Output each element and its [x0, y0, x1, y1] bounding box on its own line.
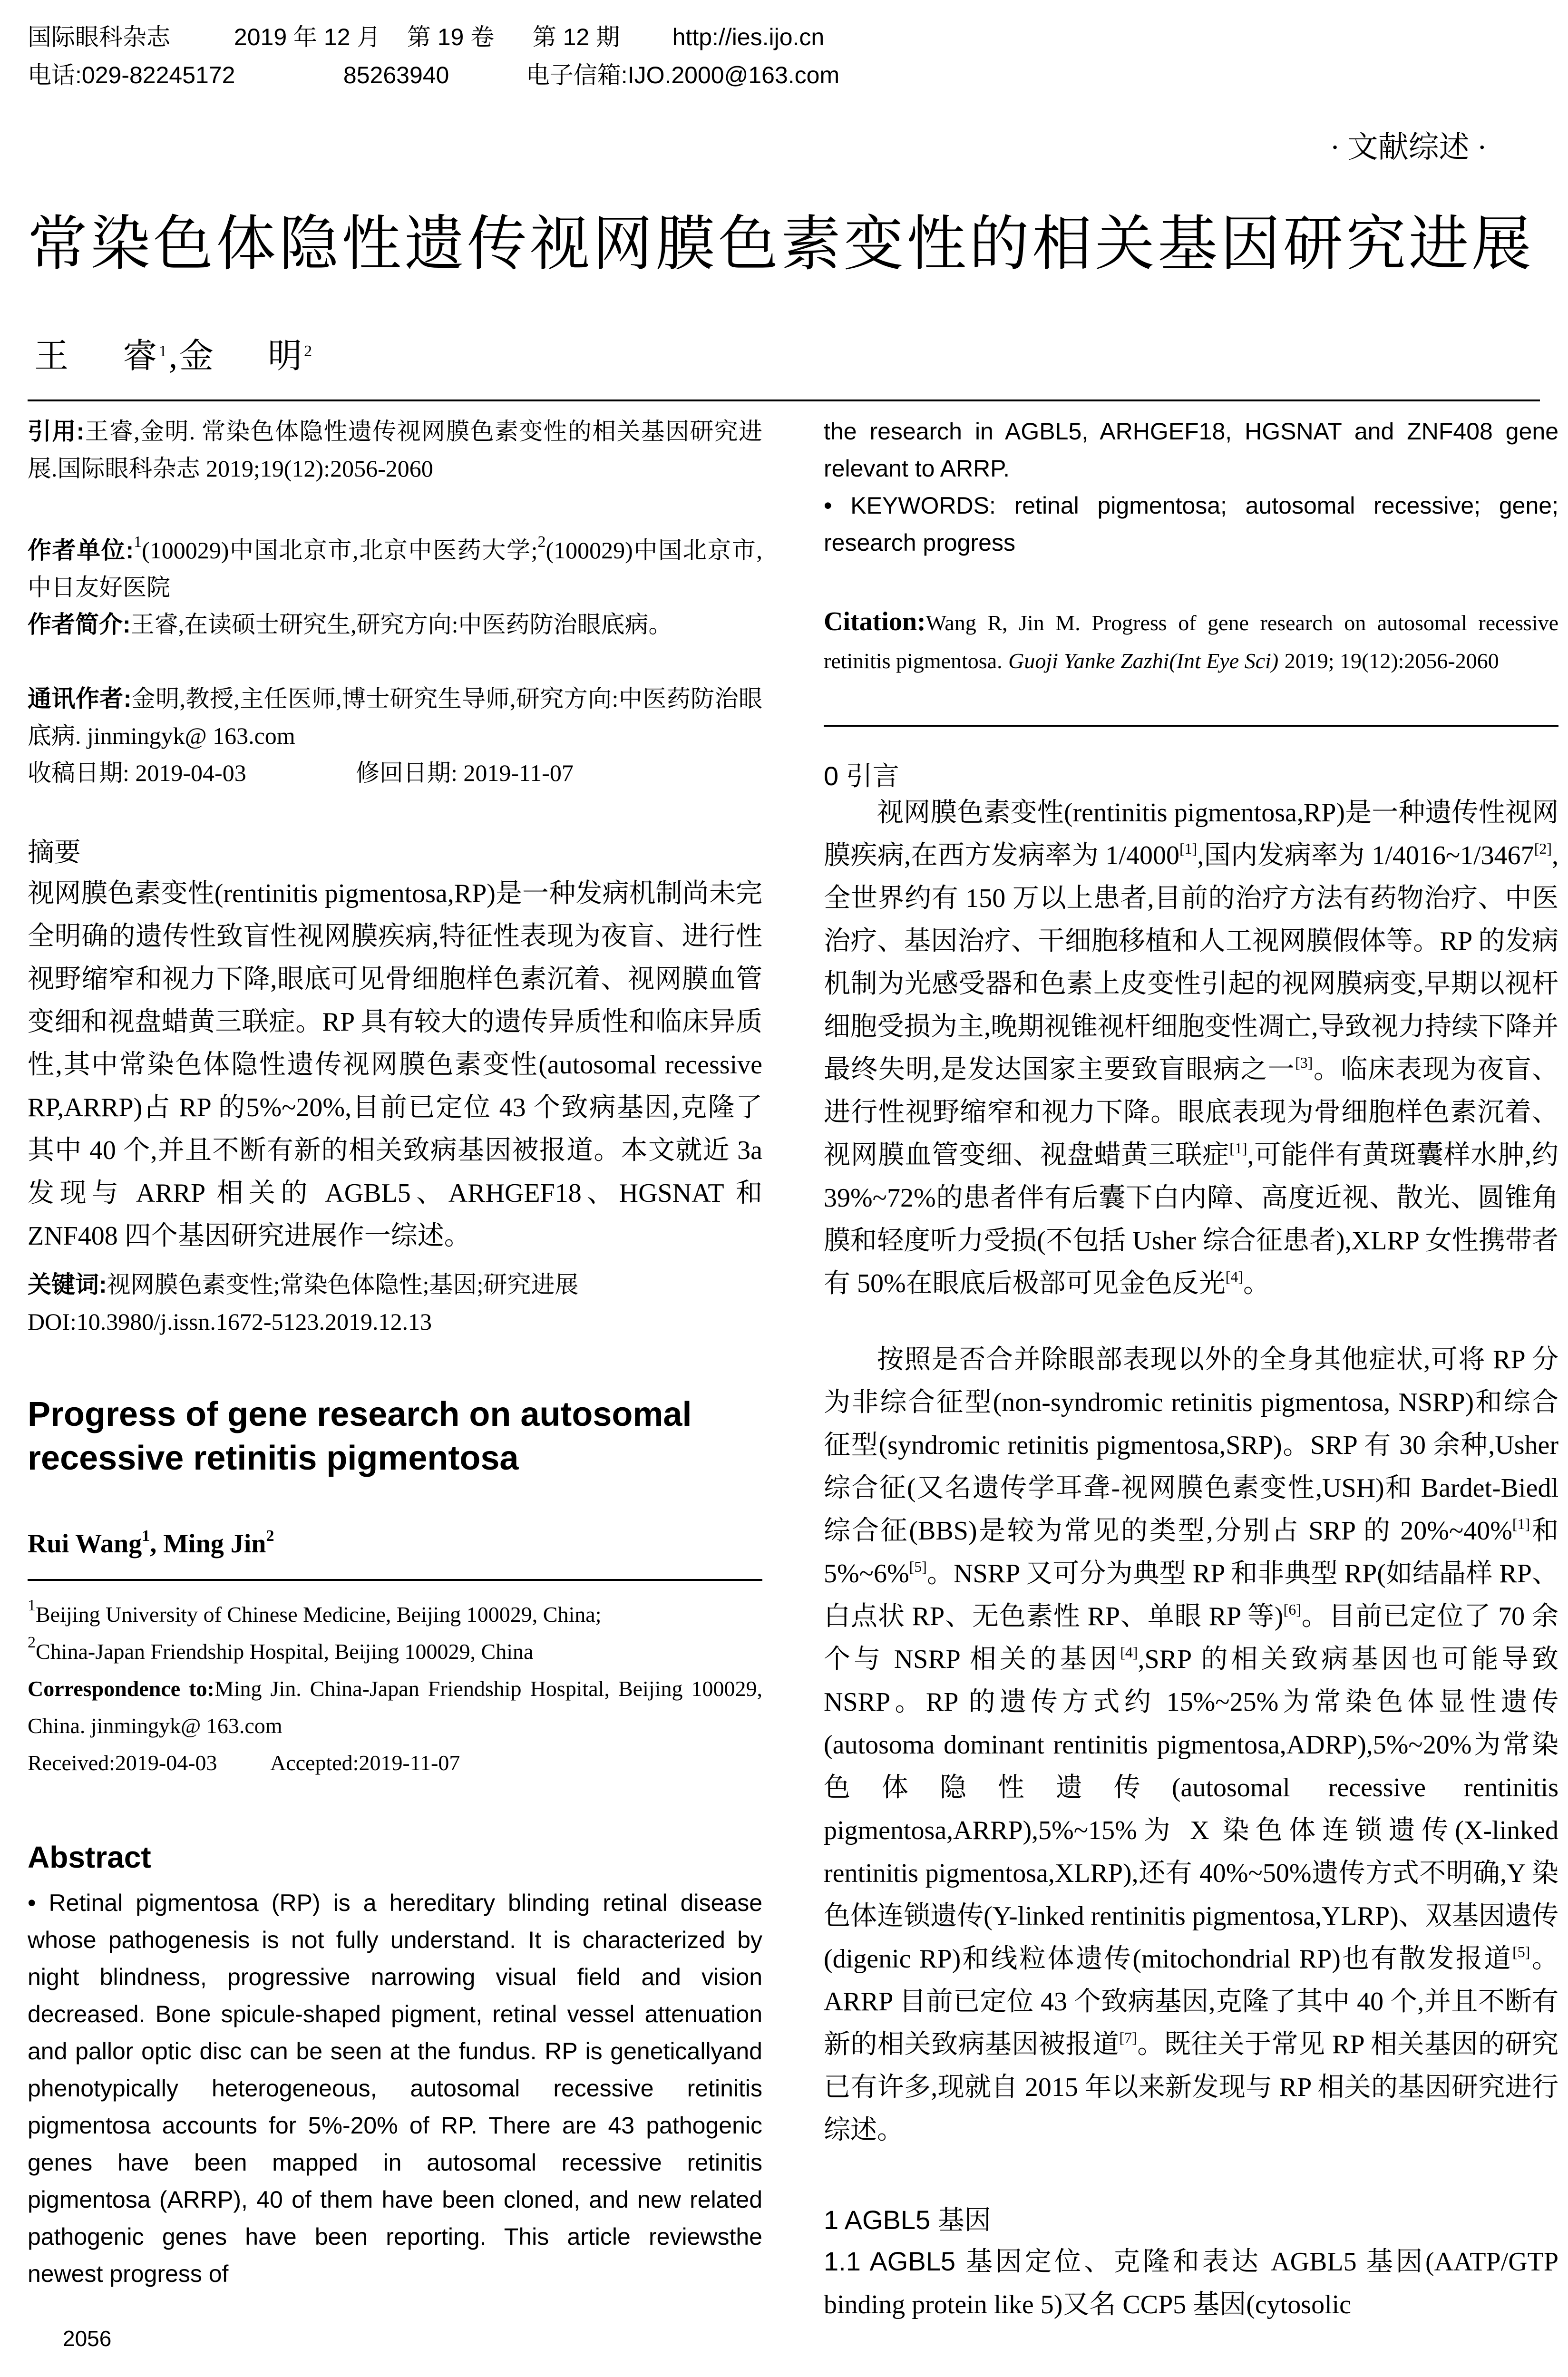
paragraph-1-text-c: ,全世界约有 150 万以上患者,目前的治疗方法有药物治疗、中医治疗、基因治疗、干细胞移植和人工视网膜假体等。RP 的发病机制为光感受器和色素上皮变性引起的视网膜病变,早期以视杆细胞受损为主,晚期视锥视杆细胞变性凋亡,导致视力持续下降并最终失明,是发达国家主要致盲眼病之一 [824, 841, 1558, 1084]
keywords-cn-text: 视网膜色素变性;常染色体隐性;基因;研究进展 [107, 1271, 579, 1298]
english-affiliation-2 [28, 1633, 762, 1670]
english-author-separator: , [150, 1529, 164, 1559]
english-citation-text-1: Wang R, Jin M. Progress of gene research on autosomal recessive retinitis pigmentosa. [824, 611, 1558, 673]
citation-ref: [3] [1295, 1054, 1313, 1071]
authors-cn [34, 328, 314, 378]
citation-ref: [6] [1283, 1601, 1301, 1618]
citation-cn [28, 413, 762, 487]
affiliation-mark-2: 2 [537, 533, 546, 551]
english-citation-label: Citation: [824, 607, 926, 636]
affiliation-cn-label: 作者单位: [28, 537, 134, 564]
affiliation-cn [28, 532, 762, 606]
corr-cn-label: 通讯作者: [28, 685, 132, 712]
english-title: Progress of gene research on autosomal recessive retinitis pigmentosa [28, 1395, 692, 1477]
english-affiliations [28, 1596, 762, 1782]
english-author-2: Ming Jin [163, 1529, 266, 1559]
received-date-cn: 收稿日期: 2019-04-03 [28, 760, 246, 786]
journal-name: 国际眼科杂志 [28, 24, 170, 50]
citation-ref: [1] [1229, 1140, 1247, 1157]
citation-ref: [5] [1512, 1943, 1530, 1960]
english-dates [28, 1744, 762, 1782]
english-accepted-date: Accepted:2019-11-07 [270, 1751, 460, 1775]
journal-url: http://ies.ijo.cn [672, 24, 825, 50]
paragraph-1-text-e: ,可能伴有黄斑囊样水肿,约 39%~72%的患者伴有后囊下白内障、高度近视、散光、圆锥角膜和轻度听力受损(不包括 Usher 综合征患者),XLRP 女性携带者有 50%在眼底后极部可见金色反光 [824, 1140, 1559, 1298]
bio-cn [28, 606, 762, 643]
english-citation [824, 603, 1558, 680]
english-author-divider [28, 1579, 762, 1581]
section-1-1-heading: 1.1 AGBL5 基因定位、克隆和表达 [824, 2246, 1261, 2276]
keywords-cn [28, 1266, 762, 1303]
abstract-cn-heading: 摘要 [28, 837, 81, 867]
english-abstract-heading: Abstract [28, 1840, 151, 1874]
paragraph-1-text-a: 视网膜色素变性(rentinitis pigmentosa,RP)是一种遗传性视网膜疾病,在西方发病率为 1/4000 [824, 798, 1558, 870]
paragraph-2-text-b: 和 5%~6% [824, 1516, 1558, 1588]
english-correspondence-text: Ming Jin. China-Japan Friendship Hospital, Beijing 100029, China. jinmingyk@ 163.com [28, 1676, 762, 1738]
bio-cn-label: 作者简介: [28, 611, 131, 638]
journal-header [28, 18, 1217, 94]
english-correspondence [28, 1670, 762, 1744]
english-author-2-mark: 2 [266, 1527, 274, 1545]
citation-ref: [5] [909, 1558, 927, 1575]
journal-phone-2: 85263940 [343, 62, 449, 88]
citation-ref: [4] [1225, 1268, 1243, 1285]
citation-divider [824, 725, 1558, 727]
issue: 第 12 期 [532, 24, 620, 50]
doi: DOI:10.3980/j.issn.1672-5123.2019.12.13 [28, 1308, 432, 1335]
author-1-given: 睿 [123, 337, 159, 375]
english-citation-text-2: 2019; 19(12):2056-2060 [1284, 649, 1499, 673]
english-affiliation-2-text: China-Japan Friendship Hospital, Beijing 100029, China [36, 1639, 534, 1664]
abstract-cn-text: 视网膜色素变性(rentinitis pigmentosa,RP)是一种发病机制尚未完全明确的遗传性致盲性视网膜疾病,特征性表现为夜盲、进行性视野缩窄和视力下降,眼底可见骨细胞样色素沉着、视网膜血管变细和视盘蜡黄三联症。RP 具有较大的遗传异质性和临床异质性,其中常染色体隐性遗传视网膜色素变性(autosomal recessive RP,ARRP)占 RP 的5%~20%,目前已定位 43 个致病基因,克隆了其中 40 个,并且不断有新的相关致病基因被报道。本文就近 3a 发现与 ARRP 相关的 AGBL5、ARHGEF18、HGSNAT 和 ZNF408 四个基因研究进展作一综述。 [28, 879, 762, 1251]
author-2-affiliation-mark: 2 [304, 342, 314, 360]
paragraph-2-text-e: ,SRP 的相关致病基因也可能导致 NSRP。RP 的遗传方式约 15%~25%为常染色体显性遗传(autosoma dominant rentinitis pigmentosa,ADRP),5%~20%为常染色体隐性遗传(autosomal recessive rentinitis pigmentosa,ARRP),5%~15%为 X 染色体连锁遗传(X-linked rentinitis pigmentosa,XLRP),还有 40%~50%遗传方式不明确,Y 染色体连锁遗传(Y-linked rentinitis pigmentosa,YLRP)、双基因遗传(digenic RP)和线粒体遗传(mitochondrial RP)也有散发报道 [824, 1645, 1558, 1974]
author-2-given: 明 [268, 337, 304, 375]
paragraph-2-text-g: 。既往关于常见 RP 相关基因的研究已有许多,现就自 2015 年以来新发现与 RP 相关的基因研究进行综述。 [824, 2030, 1558, 2145]
journal-email: 电子信箱:IJO.2000@163.com [526, 62, 840, 88]
paragraph-2-text-c: 。NSRP 又可分为典型 RP 和非典型 RP(如结晶样 RP、白点状 RP、无色素性 RP、单眼 RP 等) [824, 1559, 1558, 1631]
paragraph-2-text-f: 。ARRP 目前已定位 43 个致病基因,克隆了其中 40 个,并且不断有新的相关致病基因被报道 [824, 1944, 1559, 2059]
author-2-surname: 金 [179, 337, 216, 375]
corresponding-author-cn [28, 680, 762, 754]
paragraph-1-text-f: 。 [1243, 1269, 1270, 1298]
citation-cn-label: 引用: [28, 418, 85, 445]
english-authors [28, 1529, 762, 1559]
english-abstract-text: • Retinal pigmentosa (RP) is a hereditary blinding retinal disease whose pathogenesis is not fully understand. It is characterized by night blindness, progressive narrowing visual field and vision decreased. Bone spicule-shaped pigment, retinal vessel attenuation and pallor optic disc can be seen at the fundus. RP is geneticallyand phenotypically heterogeneous, autosomal recessive retinitis pigmentosa accounts for 5%-20% of RP. There are 43 pathogenic genes have been mapped in autosomal recessive retinitis pigmentosa (ARRP), 40 of them have been cloned, and new related pathogenic genes have been reporting. This article reviewsthe newest progress of [28, 1890, 762, 2287]
paragraph-1-text-b: ,国内发病率为 1/4016~1/3467 [1197, 841, 1534, 870]
english-abstract-continued: the research in AGBL5, ARHGEF18, HGSNAT and ZNF408 gene relevant to ARRP. [824, 418, 1558, 482]
journal-phone: 电话:029-82245172 [28, 62, 235, 88]
author-separator: , [169, 337, 180, 375]
volume: 第 19 卷 [407, 24, 495, 50]
paragraph-1-text-d: 。临床表现为夜盲、进行性视野缩窄和视力下降。眼底表现为骨细胞样色素沉着、视网膜血管变细、视盘蜡黄三联症 [824, 1055, 1559, 1170]
english-affiliation-1 [28, 1596, 762, 1633]
english-affiliation-1-text: Beijing University of Chinese Medicine, Beijing 100029, China; [36, 1602, 602, 1627]
english-keywords-label: • KEYWORDS: [824, 492, 996, 519]
section-1-heading: 1 AGBL5 基因 [824, 2205, 991, 2235]
english-keywords-text: retinal pigmentosa; autosomal recessive; gene; research progress [824, 492, 1558, 556]
paragraph-2-text-a: 按照是否合并除眼部表现以外的全身其他症状,可将 RP 分为非综合征型(non-syndromic retinitis pigmentosa, NSRP)和综合征型(syndromic retinitis pigmentosa,SRP)。SRP 有 30 余种,Usher 综合征(又名遗传学耳聋-视网膜色素变性,USH)和 Bardet-Biedl 综合征(BBS)是较为常见的类型,分别占 SRP 的 20%~40% [824, 1345, 1558, 1546]
paragraph-2-text-d: 。目前已定位了 70 余个与 NSRP 相关的基因 [824, 1602, 1559, 1674]
body-paragraph-1 [824, 791, 1558, 1305]
citation-ref: [1] [1179, 840, 1198, 857]
affiliation-mark-1: 1 [134, 533, 142, 551]
revised-date-cn: 修回日期: 2019-11-07 [356, 760, 574, 786]
affiliation-cn-2: (100029)中国北京市,中日友好医院 [28, 537, 762, 601]
affiliation-cn-1: (100029)中国北京市,北京中医药大学; [142, 537, 538, 564]
bio-cn-text: 王睿,在读硕士研究生,研究方向:中医药防治眼底病。 [130, 611, 672, 638]
citation-ref: [1] [1512, 1515, 1530, 1532]
english-affiliation-mark-1: 1 [28, 1597, 36, 1614]
dates-cn [28, 754, 762, 791]
author-1-surname: 王 [34, 337, 71, 375]
introduction-heading: 0 引言 [824, 761, 899, 791]
english-received-date: Received:2019-04-03 [28, 1751, 217, 1775]
citation-ref: [7] [1119, 2029, 1137, 2046]
english-affiliation-mark-2: 2 [28, 1634, 36, 1651]
english-author-1: Rui Wang [28, 1529, 142, 1559]
english-citation-journal: Guoji Yanke Zazhi(Int Eye Sci) [1008, 649, 1279, 673]
body-paragraph-2 [824, 1338, 1558, 2152]
section-tag: · 文献综述 · [1330, 130, 1487, 164]
english-correspondence-label: Correspondence to: [28, 1676, 214, 1701]
english-keywords [824, 487, 1558, 561]
citation-ref: [2] [1534, 840, 1552, 857]
corr-cn-text: 金明,教授,主任医师,博士研究生导师,研究方向:中医药防治眼底病. jinmingyk@ 163.com [28, 685, 763, 749]
title-divider [28, 399, 1540, 401]
article-title: 常染色体隐性遗传视网膜色素变性的相关基因研究进展 [28, 212, 1534, 278]
section-1-1 [824, 2240, 1558, 2326]
citation-ref: [4] [1120, 1644, 1138, 1661]
keywords-cn-label: 关键词: [28, 1271, 107, 1298]
author-1-affiliation-mark: 1 [159, 342, 169, 360]
english-author-1-mark: 1 [142, 1527, 150, 1545]
page-number: 2056 [63, 2326, 112, 2351]
issue-date: 2019 年 12 月 [234, 24, 381, 50]
section-1-1-text: AGBL5 基因(AATP/GTP binding protein like 5)又名 CCP5 基因(cytosolic [824, 2247, 1559, 2319]
citation-cn-text: 王睿,金明. 常染色体隐性遗传视网膜色素变性的相关基因研究进展.国际眼科杂志 2019;19(12):2056-2060 [28, 418, 763, 482]
